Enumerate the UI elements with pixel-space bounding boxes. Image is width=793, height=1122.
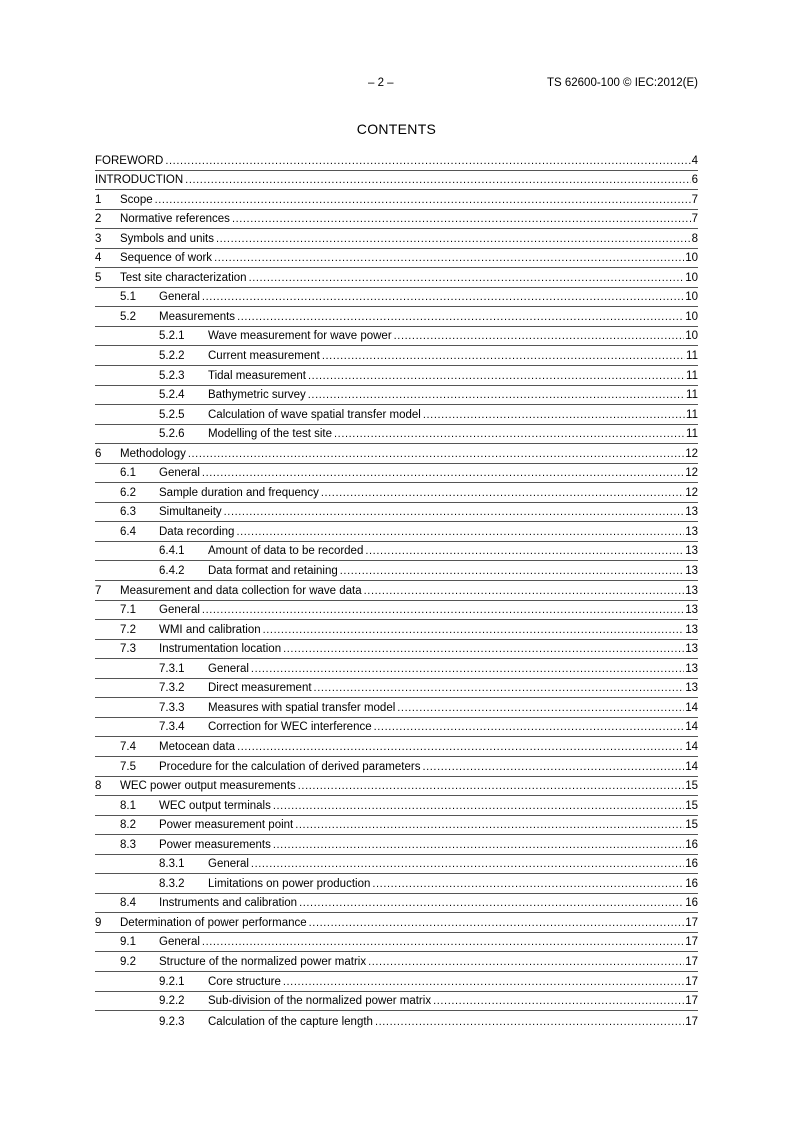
toc-entry-title: Power measurements [159,838,271,851]
toc-entry-title: General [159,467,200,480]
toc-entry-number: 7.1 [120,604,136,617]
toc-entry-title: INTRODUCTION [95,174,184,187]
toc-entry[interactable] [95,718,698,738]
toc-dot-leader [185,174,690,187]
toc-entry-title: Calculation of the capture length [208,1015,373,1028]
toc-entry-title: FOREWORD [95,154,164,167]
page-header [0,77,793,93]
toc-entry-number: 9.2.1 [159,975,185,988]
toc-entry-page: 12 [685,467,698,480]
toc-dot-leader [155,194,691,207]
toc-dot-leader [423,409,685,422]
toc-entry-page: 13 [685,525,698,538]
toc-entry-page: 14 [685,760,698,773]
toc-dot-leader [237,311,684,324]
toc-entry-page: 10 [685,291,698,304]
toc-entry[interactable] [95,796,698,816]
toc-entry[interactable] [95,816,698,836]
toc-entry-title: General [159,291,200,304]
toc-entry-title: General [208,858,249,871]
toc-entry-number: 6.2 [120,486,136,499]
toc-entry[interactable] [95,425,698,445]
toc-entry-number: 5.2.6 [159,428,185,441]
toc-entry[interactable] [95,874,698,894]
toc-entry[interactable] [95,249,698,269]
toc-entry-page: 4 [691,154,698,167]
toc-dot-leader [216,233,691,246]
toc-entry-title: Sequence of work [120,252,213,265]
toc-entry-page: 13 [685,545,698,558]
toc-dot-leader [433,995,684,1008]
toc-entry[interactable] [95,366,698,386]
toc-entry-page: 16 [685,838,698,851]
toc-entry-page: 15 [685,799,698,812]
toc-entry-page: 8 [691,232,698,245]
toc-entry[interactable] [95,855,698,875]
toc-entry[interactable] [95,386,698,406]
toc-entry-title: Power measurement point [159,819,294,832]
page-number: – 2 – [368,77,394,89]
toc-dot-leader [340,565,684,578]
toc-entry-page: 17 [685,1015,698,1028]
toc-entry-title: WEC output terminals [159,799,271,812]
toc-entry-page: 12 [685,447,698,460]
toc-entry-page: 17 [685,936,698,949]
toc-dot-leader [322,350,685,363]
toc-dot-leader [202,467,684,480]
toc-entry-page: 14 [685,721,698,734]
toc-entry-number: 8.4 [120,897,136,910]
toc-entry-page: 16 [685,858,698,871]
toc-entry-number: 5.2 [120,310,136,323]
contents-title: CONTENTS [356,121,437,137]
toc-dot-leader [283,976,684,989]
toc-entry-page: 10 [685,310,698,323]
toc-entry-title: Measurements [159,310,236,323]
toc-entry-number: 7.3.1 [159,662,185,675]
toc-entry-number: 8.3.1 [159,858,185,871]
table-of-contents [95,151,698,1031]
toc-entry-title: Bathymetric survey [208,389,306,402]
toc-dot-leader [273,800,684,813]
toc-entry[interactable] [95,992,698,1012]
toc-entry-page: 7 [691,213,698,226]
toc-entry[interactable] [95,346,698,366]
toc-entry-number: 5.2.4 [159,389,185,402]
toc-entry-number: 7.3.4 [159,721,185,734]
toc-entry[interactable] [95,483,698,503]
toc-entry-page: 13 [685,565,698,578]
toc-entry-title: Structure of the normalized power matrix [159,955,367,968]
toc-entry-title: Modelling of the test site [208,428,333,441]
toc-entry-title: Tidal measurement [208,369,307,382]
toc-entry-title: Current measurement [208,350,320,363]
toc-dot-leader [365,545,684,558]
toc-entry-title: Data recording [159,525,235,538]
toc-dot-leader [394,330,685,343]
toc-entry-title: WEC power output measurements [120,780,296,793]
toc-entry-page: 17 [685,955,698,968]
toc-entry-page: 7 [691,193,698,206]
toc-dot-leader [308,389,685,402]
toc-dot-leader [214,252,684,265]
toc-entry[interactable] [95,952,698,972]
toc-entry-page: 13 [685,584,698,597]
toc-dot-leader [273,839,684,852]
toc-dot-leader [236,526,684,539]
toc-entry-page: 16 [685,877,698,890]
toc-entry[interactable] [95,288,698,308]
toc-entry-number: 9.2.3 [159,1015,185,1028]
toc-entry[interactable] [95,913,698,933]
toc-entry[interactable] [95,561,698,581]
toc-dot-leader [263,624,685,637]
toc-entry-number: 5.2.2 [159,350,185,363]
toc-entry-number: 9 [95,916,102,929]
toc-entry-number: 5.2.3 [159,369,185,382]
toc-dot-leader [308,370,685,383]
toc-entry[interactable] [95,171,698,191]
toc-entry-number: 1 [95,193,102,206]
toc-entry-title: Sub-division of the normalized power matrix [208,995,432,1008]
toc-entry-number: 6.3 [120,506,136,519]
toc-entry-page: 14 [685,740,698,753]
toc-entry-title: Sample duration and frequency [159,486,319,499]
toc-entry-number: 8.1 [120,799,136,812]
toc-entry-page: 13 [685,506,698,519]
toc-dot-leader [224,506,685,519]
toc-dot-leader [249,272,685,285]
toc-entry[interactable] [95,601,698,621]
toc-entry-page: 14 [685,701,698,714]
toc-entry[interactable] [95,894,698,914]
toc-entry[interactable] [95,229,698,249]
toc-dot-leader [232,213,691,226]
toc-entry-title: WMI and calibration [159,623,261,636]
toc-dot-leader [364,585,685,598]
toc-entry-title: Determination of power performance [120,916,307,929]
toc-entry[interactable] [95,620,698,640]
toc-entry[interactable] [95,405,698,425]
toc-dot-leader [397,702,684,715]
toc-entry[interactable] [95,444,698,464]
toc-entry-page: 10 [685,330,698,343]
toc-entry-number: 2 [95,213,102,226]
toc-entry-page: 10 [685,271,698,284]
toc-dot-leader [309,917,685,930]
toc-entry-title: Direct measurement [208,682,312,695]
toc-entry-number: 8 [95,780,102,793]
toc-dot-leader [298,780,684,793]
toc-entry-title: Wave measurement for wave power [208,330,392,343]
toc-entry-title: Symbols and units [120,232,214,245]
toc-dot-leader [375,1016,684,1029]
toc-entry[interactable] [95,737,698,757]
toc-entry[interactable] [95,307,698,327]
toc-entry-title: Core structure [208,975,281,988]
toc-entry-page: 11 [686,369,698,382]
toc-dot-leader [202,604,684,617]
toc-entry-page: 10 [685,252,698,265]
toc-entry-number: 8.3 [120,838,136,851]
toc-entry-page: 17 [685,995,698,1008]
toc-entry[interactable] [95,327,698,347]
toc-entry-number: 9.1 [120,936,136,949]
toc-entry[interactable] [95,640,698,660]
toc-entry-title: Correction for WEC interference [208,721,372,734]
toc-entry-title: Instruments and calibration [159,897,298,910]
toc-entry-title: Calculation of wave spatial transfer model [208,408,421,421]
toc-entry-title: Test site characterization [120,271,247,284]
toc-entry[interactable] [95,835,698,855]
toc-entry-number: 5 [95,271,102,284]
toc-entry-page: 15 [685,819,698,832]
toc-entry-title: Instrumentation location [159,643,282,656]
toc-dot-leader [334,428,685,441]
toc-entry-page: 13 [685,604,698,617]
toc-entry-page: 13 [685,643,698,656]
toc-entry-page: 13 [685,662,698,675]
toc-entry[interactable] [95,972,698,992]
toc-dot-leader [188,448,684,461]
toc-entry-title: Measures with spatial transfer model [208,701,396,714]
toc-entry-page: 11 [686,350,698,363]
toc-entry-title: Data format and retaining [208,565,338,578]
toc-entry-number: 7.3 [120,643,136,656]
toc-entry-page: 13 [685,682,698,695]
toc-dot-leader [299,897,684,910]
toc-entry-number: 4 [95,252,102,265]
toc-dot-leader [422,761,684,774]
toc-dot-leader [374,721,685,734]
toc-dot-leader [283,643,684,656]
toc-entry[interactable] [95,757,698,777]
toc-entry-number: 6.4.2 [159,565,185,578]
toc-entry[interactable] [95,522,698,542]
toc-entry-number: 6.4.1 [159,545,185,558]
toc-entry-title: General [159,604,200,617]
toc-entry-page: 17 [685,975,698,988]
toc-entry-number: 3 [95,232,102,245]
toc-entry-title: Metocean data [159,740,236,753]
toc-entry-number: 7.5 [120,760,136,773]
toc-entry-title: Simultaneity [159,506,222,519]
toc-entry[interactable] [95,542,698,562]
toc-entry-title: Scope [120,193,153,206]
toc-entry-number: 7.4 [120,740,136,753]
toc-entry-number: 9.2 [120,955,136,968]
toc-entry[interactable] [95,777,698,797]
toc-entry-number: 5.2.5 [159,408,185,421]
toc-entry-page: 12 [685,486,698,499]
toc-entry-page: 15 [685,780,698,793]
toc-entry-number: 5.1 [120,291,136,304]
toc-dot-leader [202,936,684,949]
toc-entry[interactable] [95,210,698,230]
toc-entry-title: Methodology [120,447,186,460]
toc-entry[interactable] [95,679,698,699]
toc-entry-title: General [208,662,249,675]
toc-entry[interactable] [95,581,698,601]
toc-entry-title: Normative references [120,213,230,226]
toc-entry-number: 6.4 [120,525,136,538]
toc-dot-leader [251,858,684,871]
toc-entry-number: 9.2.2 [159,995,185,1008]
toc-dot-leader [165,155,690,168]
toc-entry-number: 6 [95,447,102,460]
toc-entry-number: 7.3.3 [159,701,185,714]
toc-entry-title: Procedure for the calculation of derived parameters [159,760,421,773]
toc-entry-title: Amount of data to be recorded [208,545,364,558]
toc-entry-number: 6.1 [120,467,136,480]
toc-entry-number: 8.2 [120,819,136,832]
toc-entry-page: 11 [686,428,698,441]
toc-entry-number: 7 [95,584,102,597]
toc-entry[interactable] [95,464,698,484]
toc-entry-page: 11 [686,389,698,402]
toc-entry[interactable] [95,659,698,679]
toc-dot-leader [372,878,684,891]
toc-dot-leader [295,819,684,832]
toc-entry-page: 13 [685,623,698,636]
toc-entry-page: 6 [691,174,698,187]
toc-entry[interactable] [95,190,698,210]
toc-entry[interactable] [95,1011,698,1031]
toc-entry-page: 16 [685,897,698,910]
document-reference: TS 62600-100 © IEC:2012(E) [546,77,698,89]
toc-entry-number: 7.2 [120,623,136,636]
toc-dot-leader [368,956,684,969]
toc-dot-leader [202,291,684,304]
toc-entry-title: Limitations on power production [208,877,371,890]
toc-dot-leader [251,663,684,676]
toc-entry[interactable] [95,698,698,718]
toc-entry-number: 8.3.2 [159,877,185,890]
toc-entry-page: 17 [685,916,698,929]
toc-entry[interactable] [95,151,698,171]
toc-entry-title: General [159,936,200,949]
toc-entry-number: 7.3.2 [159,682,185,695]
toc-dot-leader [237,741,684,754]
toc-dot-leader [321,487,684,500]
toc-entry-title: Measurement and data collection for wave data [120,584,362,597]
toc-dot-leader [314,682,685,695]
toc-entry[interactable] [95,933,698,953]
toc-entry[interactable] [95,268,698,288]
toc-entry[interactable] [95,503,698,523]
toc-entry-number: 5.2.1 [159,330,185,343]
toc-entry-page: 11 [686,408,698,421]
